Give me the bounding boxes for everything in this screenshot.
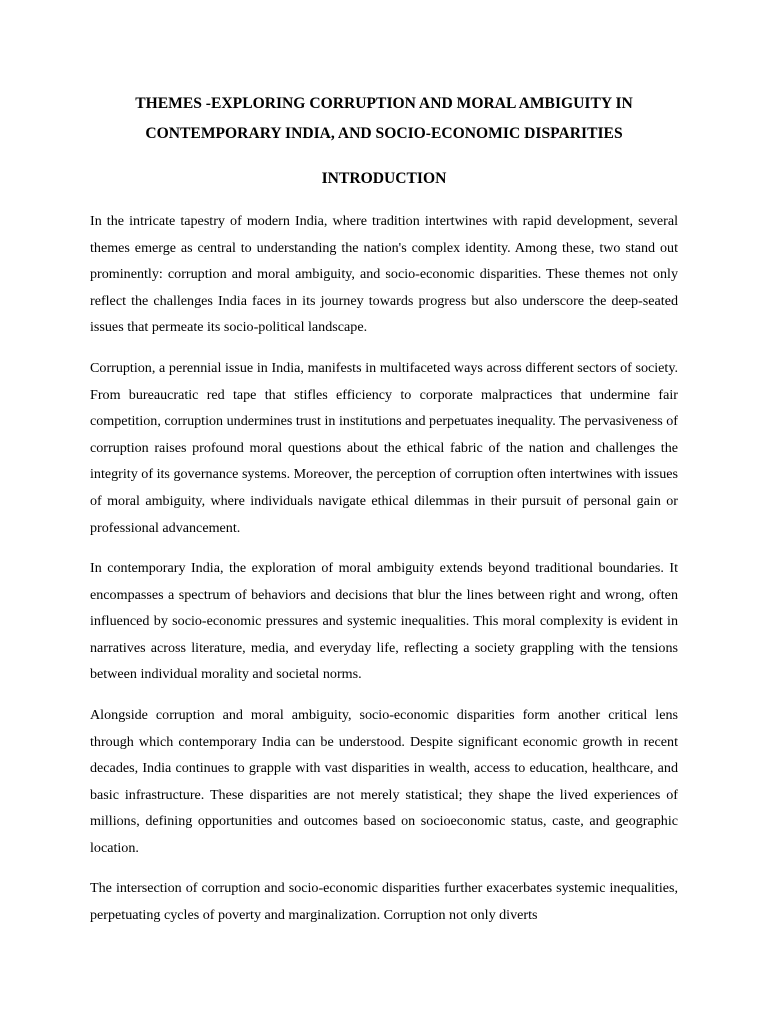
document-title-line-2: CONTEMPORARY INDIA, AND SOCIO-ECONOMIC DISPARITIES: [145, 125, 623, 142]
document-title-line-1: THEMES -EXPLORING CORRUPTION AND MORAL AMBIGUITY IN: [135, 95, 633, 112]
body-paragraph: In the intricate tapestry of modern India, where tradition intertwines with rapid development, several themes emerge as central to understanding the nation's complex identity. Among these, two stand out prominently: corruption and moral ambiguity, and socio-economic disparities. These themes not only reflect the challenges India faces in its journey towards progress but also underscore the deep-seated issues that permeate its socio-political landscape.: [90, 213, 678, 336]
body-paragraph: In contemporary India, the exploration of moral ambiguity extends beyond traditional boundaries. It encompasses a spectrum of behaviors and decisions that blur the lines between right and wrong, often influenced by socio-economic pressures and systemic inequalities. This moral complexity is evident in narratives across literature, media, and everyday life, reflecting a society grappling with the tensions between individual morality and societal norms.: [90, 560, 678, 683]
body-paragraph: The intersection of corruption and socio-economic disparities further exacerbates systemic inequalities, perpetuating cycles of poverty and marginalization. Corruption not only diverts: [90, 880, 678, 923]
body-paragraph: Corruption, a perennial issue in India, manifests in multifaceted ways across different sectors of society. From bureaucratic red tape that stifles efficiency to corporate malpractices that undermine fair competition, corruption undermines trust in institutions and perpetuates inequality. The pervasiveness of corruption raises profound moral questions about the ethical fabric of the nation and challenges the integrity of its governance systems. Moreover, the perception of corruption often intertwines with issues of moral ambiguity, where individuals navigate ethical dilemmas in their pursuit of personal gain or professional advancement.: [90, 360, 678, 536]
body-paragraph: Alongside corruption and moral ambiguity, socio-economic disparities form another critical lens through which contemporary India can be understood. Despite significant economic growth in recent decades, India continues to grapple with vast disparities in wealth, access to education, healthcare, and basic infrastructure. These disparities are not merely statistical; they shape the lived experiences of millions, defining opportunities and outcomes based on socioeconomic status, caste, and geographic location.: [90, 707, 678, 856]
section-heading: INTRODUCTION: [321, 170, 447, 187]
document-title: [90, 89, 678, 149]
